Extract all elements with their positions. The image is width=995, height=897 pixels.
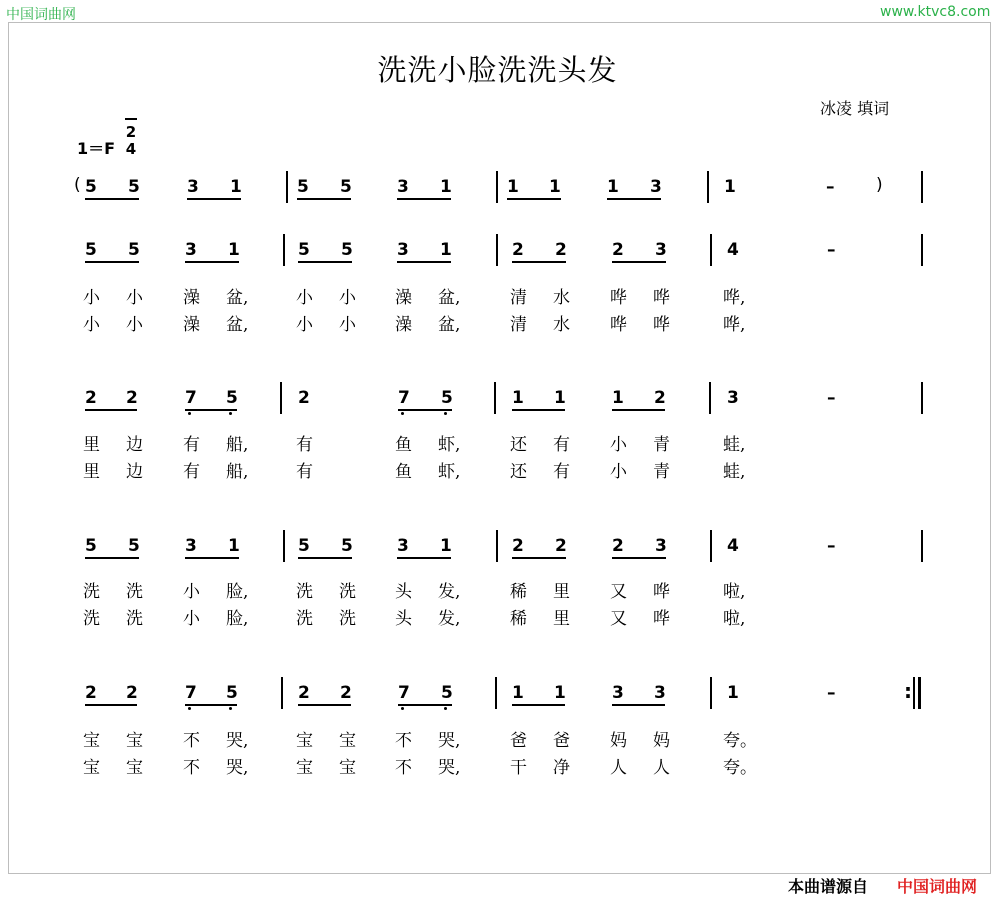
lyric: 不 <box>183 731 200 751</box>
intro-open-paren: ( <box>74 175 81 195</box>
beam <box>185 557 239 559</box>
lyric: 洗 <box>339 609 356 629</box>
barline <box>707 171 709 203</box>
lyric: 清 <box>510 315 527 335</box>
lyric: 清 <box>510 288 527 308</box>
dash: – <box>827 536 836 556</box>
low-octave-dot <box>188 412 191 415</box>
lyric: 哗 <box>610 315 627 335</box>
lyric: 哗 <box>610 288 627 308</box>
lyric: 不 <box>395 731 412 751</box>
beam <box>298 261 352 263</box>
lyric: 有 <box>183 435 200 455</box>
note: 3 <box>397 536 409 556</box>
note: 4 <box>727 240 739 260</box>
barline <box>286 171 288 203</box>
lyric: 边 <box>126 462 143 482</box>
note: 5 <box>85 240 97 260</box>
lyric: 水 <box>553 288 570 308</box>
lyric: 又 <box>610 582 627 602</box>
note: 2 <box>512 536 524 556</box>
barline <box>710 677 712 709</box>
lyric: 不 <box>395 758 412 778</box>
beam <box>512 557 566 559</box>
note: 2 <box>340 683 352 703</box>
note: 5 <box>85 177 97 197</box>
note: 3 <box>655 536 667 556</box>
note: 3 <box>397 240 409 260</box>
low-octave-dot <box>444 707 447 710</box>
beam <box>397 261 451 263</box>
barline <box>496 530 498 562</box>
lyric: 里 <box>83 462 100 482</box>
note: 3 <box>187 177 199 197</box>
beam <box>85 198 139 200</box>
note: 1 <box>549 177 561 197</box>
lyric: 发, <box>438 609 461 629</box>
beam <box>507 198 561 200</box>
lyric: 又 <box>610 609 627 629</box>
note: 1 <box>512 683 524 703</box>
beam <box>612 704 665 706</box>
lyric: 水 <box>553 315 570 335</box>
lyric: 还 <box>510 462 527 482</box>
low-octave-dot <box>401 707 404 710</box>
beam <box>607 198 661 200</box>
note: 1 <box>440 536 452 556</box>
beam <box>298 704 351 706</box>
beam <box>512 704 565 706</box>
lyric: 洗 <box>296 582 313 602</box>
lyric: 宝 <box>339 731 356 751</box>
lyric: 澡 <box>183 315 200 335</box>
barline <box>495 677 497 709</box>
note: 2 <box>85 683 97 703</box>
lyric: 洗 <box>83 582 100 602</box>
beam <box>397 557 451 559</box>
note: 5 <box>340 177 352 197</box>
song-title: 洗洗小脸洗洗头发 <box>377 53 618 87</box>
score-frame <box>8 22 991 874</box>
dash: – <box>827 388 836 408</box>
lyric: 头 <box>395 582 412 602</box>
note: 7 <box>185 683 197 703</box>
note: 5 <box>298 240 310 260</box>
note: 2 <box>555 240 567 260</box>
note: 3 <box>655 240 667 260</box>
beam <box>397 198 451 200</box>
lyric: 有 <box>553 462 570 482</box>
note: 2 <box>612 536 624 556</box>
time-signature-line <box>125 118 137 120</box>
lyric: 小 <box>126 315 143 335</box>
beam <box>185 704 237 706</box>
note: 1 <box>727 683 739 703</box>
beam <box>85 261 139 263</box>
barline <box>281 677 283 709</box>
barline <box>921 234 923 266</box>
repeat-barline-thin <box>913 677 915 709</box>
barline <box>921 382 923 414</box>
lyric: 爸 <box>553 731 570 751</box>
barline <box>283 530 285 562</box>
lyric: 澡 <box>183 288 200 308</box>
barline <box>709 382 711 414</box>
note: 3 <box>185 536 197 556</box>
lyric: 蛙, <box>723 462 746 482</box>
lyric: 盆, <box>438 288 461 308</box>
dash: – <box>826 177 835 197</box>
note: 2 <box>85 388 97 408</box>
dash: – <box>827 240 836 260</box>
lyric: 脸, <box>226 582 249 602</box>
lyric: 妈 <box>610 731 627 751</box>
note: 1 <box>440 177 452 197</box>
beam <box>398 409 452 411</box>
beam <box>185 409 237 411</box>
note: 5 <box>128 240 140 260</box>
lyric: 夸。 <box>723 758 757 778</box>
note: 1 <box>440 240 452 260</box>
lyric: 妈 <box>653 731 670 751</box>
note: 3 <box>727 388 739 408</box>
note: 5 <box>441 388 453 408</box>
lyric: 哗, <box>723 315 746 335</box>
lyric: 不 <box>183 758 200 778</box>
time-signature-bottom: 4 <box>125 140 137 158</box>
lyric: 洗 <box>296 609 313 629</box>
lyric: 小 <box>610 462 627 482</box>
note: 2 <box>298 683 310 703</box>
lyric: 船, <box>226 462 249 482</box>
barline <box>921 171 923 203</box>
lyric: 哭, <box>438 731 461 751</box>
lyric: 澡 <box>395 315 412 335</box>
note: 4 <box>727 536 739 556</box>
note: 3 <box>650 177 662 197</box>
lyric: 船, <box>226 435 249 455</box>
lyric: 盆, <box>438 315 461 335</box>
note: 1 <box>512 388 524 408</box>
lyric: 宝 <box>296 731 313 751</box>
note: 2 <box>512 240 524 260</box>
lyric: 发, <box>438 582 461 602</box>
repeat-sign-dots: : <box>904 679 912 703</box>
lyric: 小 <box>83 315 100 335</box>
beam <box>612 557 666 559</box>
note: 5 <box>128 177 140 197</box>
note: 2 <box>555 536 567 556</box>
beam <box>298 557 352 559</box>
note: 1 <box>612 388 624 408</box>
lyric: 哭, <box>226 758 249 778</box>
barline <box>710 234 712 266</box>
barline <box>283 234 285 266</box>
lyric: 鱼 <box>395 435 412 455</box>
barline <box>494 382 496 414</box>
note: 2 <box>612 240 624 260</box>
footer-source-label: 本曲谱源自 <box>788 877 869 896</box>
lyric: 夸。 <box>723 731 757 751</box>
lyric: 宝 <box>339 758 356 778</box>
barline <box>496 234 498 266</box>
lyric: 盆, <box>226 315 249 335</box>
lyric: 稀 <box>510 582 527 602</box>
lyric: 爸 <box>510 731 527 751</box>
low-octave-dot <box>188 707 191 710</box>
lyric: 宝 <box>83 758 100 778</box>
key-signature: 1＝F <box>77 139 116 158</box>
low-octave-dot <box>401 412 404 415</box>
lyric: 哭, <box>226 731 249 751</box>
lyricist: 冰凌 填词 <box>820 99 890 118</box>
lyric: 哗 <box>653 315 670 335</box>
note: 3 <box>185 240 197 260</box>
lyric: 啦, <box>723 609 746 629</box>
lyric: 洗 <box>126 609 143 629</box>
lyric: 头 <box>395 609 412 629</box>
barline <box>921 530 923 562</box>
lyric: 人 <box>653 758 670 778</box>
lyric: 啦, <box>723 582 746 602</box>
barline <box>710 530 712 562</box>
note: 5 <box>85 536 97 556</box>
note: 5 <box>341 240 353 260</box>
lyric: 小 <box>183 609 200 629</box>
lyric: 哗 <box>653 582 670 602</box>
watermark-left: 中国词曲网 <box>6 7 76 23</box>
beam <box>85 557 139 559</box>
lyric: 宝 <box>296 758 313 778</box>
dash: – <box>827 683 836 703</box>
lyric: 澡 <box>395 288 412 308</box>
note: 1 <box>607 177 619 197</box>
lyric: 哗 <box>653 609 670 629</box>
note: 5 <box>441 683 453 703</box>
intro-close-paren: ) <box>876 175 883 195</box>
note: 5 <box>298 536 310 556</box>
lyric: 里 <box>83 435 100 455</box>
beam <box>398 704 452 706</box>
lyric: 有 <box>553 435 570 455</box>
note: 5 <box>341 536 353 556</box>
lyric: 里 <box>553 582 570 602</box>
lyric: 青 <box>653 435 670 455</box>
lyric: 盆, <box>226 288 249 308</box>
lyric: 小 <box>83 288 100 308</box>
lyric: 宝 <box>83 731 100 751</box>
note: 5 <box>297 177 309 197</box>
lyric: 哭, <box>438 758 461 778</box>
note: 1 <box>228 536 240 556</box>
note: 1 <box>554 388 566 408</box>
lyric: 小 <box>296 315 313 335</box>
lyric: 还 <box>510 435 527 455</box>
watermark-right: www.ktvc8.com <box>880 4 991 20</box>
lyric: 蛙, <box>723 435 746 455</box>
note: 1 <box>724 177 736 197</box>
note: 2 <box>126 388 138 408</box>
barline <box>280 382 282 414</box>
note: 1 <box>507 177 519 197</box>
lyric: 干 <box>510 758 527 778</box>
lyric: 洗 <box>83 609 100 629</box>
lyric: 青 <box>653 462 670 482</box>
note: 5 <box>128 536 140 556</box>
footer-site-link[interactable]: 中国词曲网 <box>897 877 978 896</box>
note: 2 <box>298 388 310 408</box>
note: 3 <box>612 683 624 703</box>
lyric: 边 <box>126 435 143 455</box>
beam <box>512 409 565 411</box>
beam <box>297 198 351 200</box>
lyric: 小 <box>339 288 356 308</box>
note: 2 <box>126 683 138 703</box>
lyric: 洗 <box>126 582 143 602</box>
lyric: 洗 <box>339 582 356 602</box>
lyric: 脸, <box>226 609 249 629</box>
note: 7 <box>185 388 197 408</box>
lyric: 小 <box>126 288 143 308</box>
note: 2 <box>654 388 666 408</box>
low-octave-dot <box>229 412 232 415</box>
note: 1 <box>230 177 242 197</box>
lyric: 有 <box>183 462 200 482</box>
lyric: 虾, <box>438 435 461 455</box>
note: 1 <box>554 683 566 703</box>
repeat-barline-thick <box>918 677 921 709</box>
beam <box>512 261 566 263</box>
note: 3 <box>654 683 666 703</box>
beam <box>612 261 666 263</box>
lyric: 小 <box>339 315 356 335</box>
note: 5 <box>226 388 238 408</box>
lyric: 虾, <box>438 462 461 482</box>
note: 5 <box>226 683 238 703</box>
lyric: 哗 <box>653 288 670 308</box>
beam <box>185 261 239 263</box>
note: 7 <box>398 683 410 703</box>
lyric: 宝 <box>126 758 143 778</box>
lyric: 里 <box>553 609 570 629</box>
note: 7 <box>398 388 410 408</box>
time-signature <box>125 124 137 158</box>
lyric: 人 <box>610 758 627 778</box>
lyric: 净 <box>553 758 570 778</box>
low-octave-dot <box>229 707 232 710</box>
lyric: 鱼 <box>395 462 412 482</box>
beam <box>85 704 137 706</box>
beam <box>612 409 665 411</box>
note: 3 <box>397 177 409 197</box>
lyric: 哗, <box>723 288 746 308</box>
lyric: 小 <box>183 582 200 602</box>
note: 1 <box>228 240 240 260</box>
low-octave-dot <box>444 412 447 415</box>
lyric: 有 <box>296 462 313 482</box>
lyric: 有 <box>296 435 313 455</box>
time-signature-top: 2 <box>125 123 137 141</box>
beam <box>187 198 241 200</box>
lyric: 小 <box>296 288 313 308</box>
beam <box>85 409 137 411</box>
lyric: 宝 <box>126 731 143 751</box>
lyric: 小 <box>610 435 627 455</box>
lyric: 稀 <box>510 609 527 629</box>
barline <box>496 171 498 203</box>
